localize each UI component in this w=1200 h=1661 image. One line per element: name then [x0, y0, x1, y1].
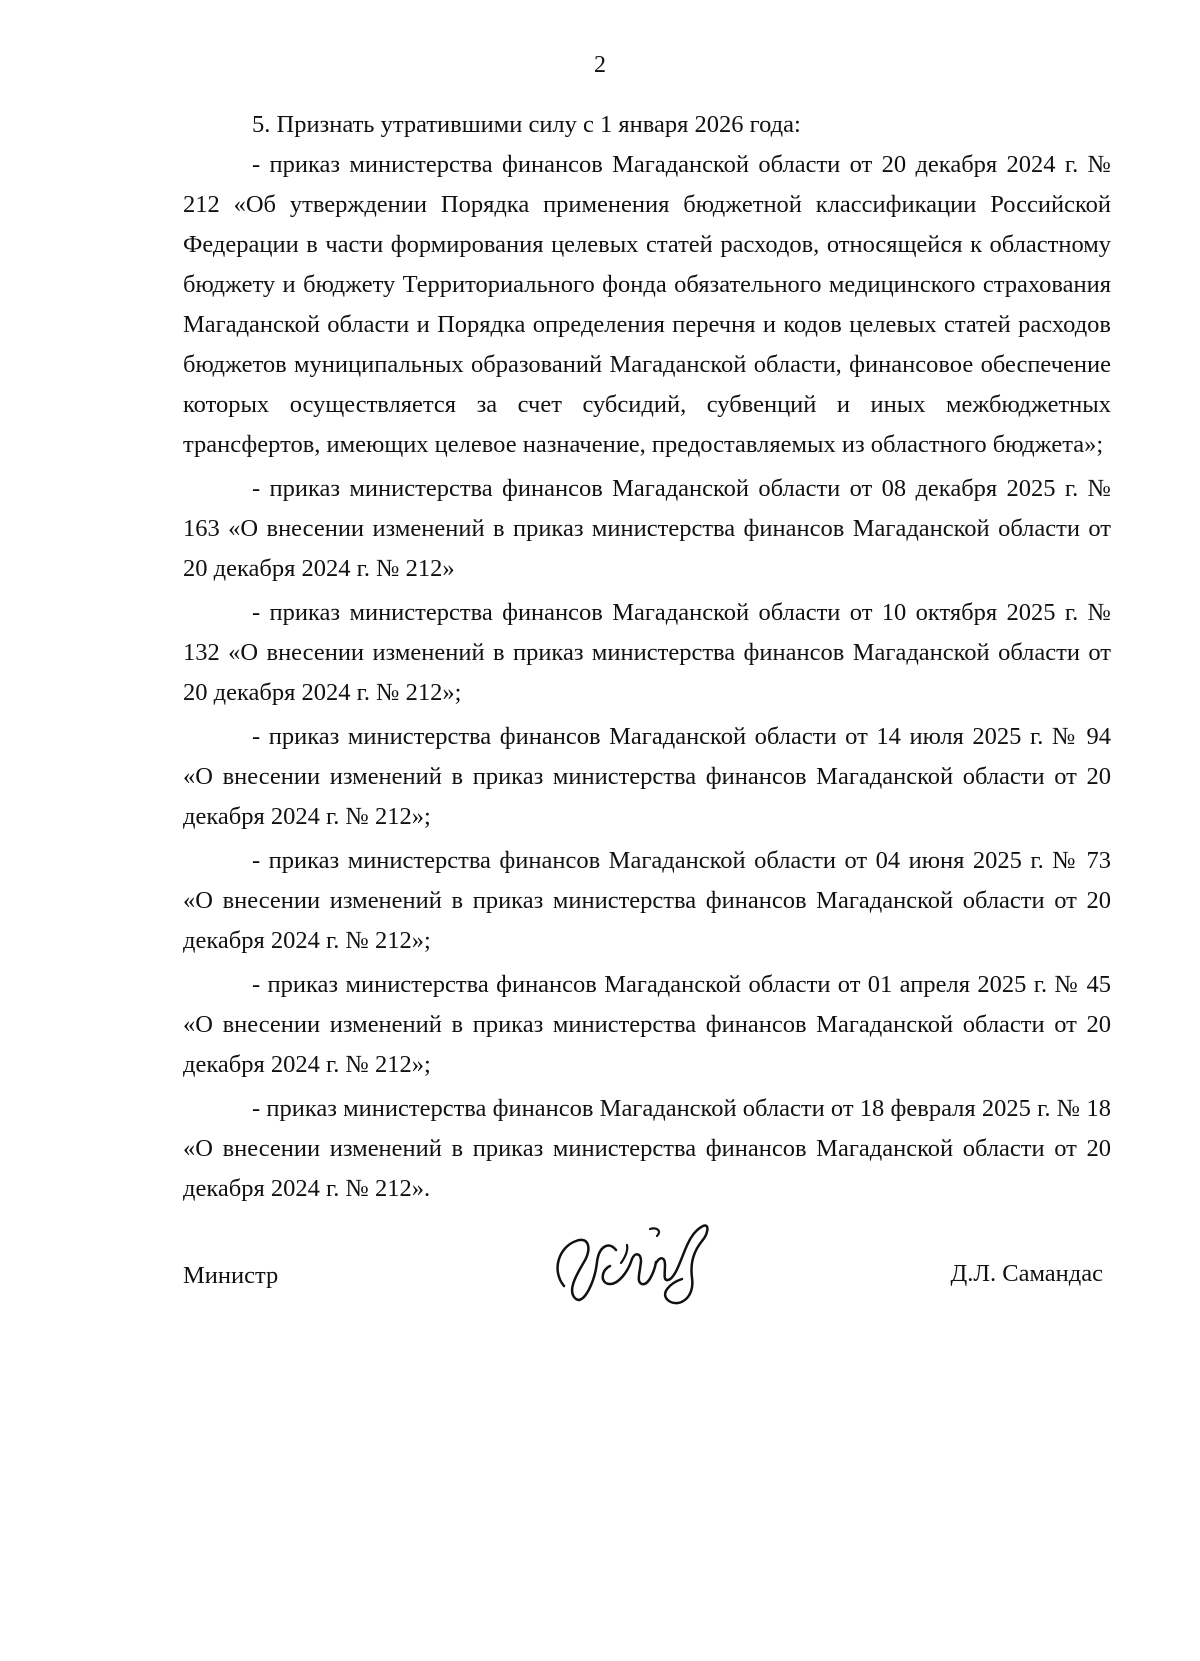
document-body	[183, 105, 1111, 1213]
clause-intro: 5. Признать утратившими силу с 1 января 2026 года:	[252, 111, 801, 138]
repealed-order-item: - приказ министерства финансов Магаданской области от 10 октября 2025 г. № 132 «О внесении изменений в приказ министерства финансов Магаданской области от 20 декабря 2024 г. № 212»;	[183, 599, 1111, 706]
page-number: 2	[594, 52, 606, 78]
repealed-order-item: - приказ министерства финансов Магаданской области от 08 декабря 2025 г. № 163 «О внесении изменений в приказ министерства финансов Магаданской области от 20 декабря 2024 г. № 212»	[183, 475, 1111, 582]
signer-title: Министр	[183, 1262, 279, 1289]
repealed-order-item: - приказ министерства финансов Магаданской области от 14 июля 2025 г. № 94 «О внесении изменений в приказ министерства финансов Магаданской области от 20 декабря 2024 г. № 212»;	[183, 723, 1111, 830]
handwritten-signature-icon	[537, 1217, 717, 1322]
repealed-order-item: - приказ министерства финансов Магаданской области от 01 апреля 2025 г. № 45 «О внесении изменений в приказ министерства финансов Магаданской области от 20 декабря 2024 г. № 212»;	[183, 971, 1111, 1078]
signature-block	[183, 1230, 1103, 1340]
repealed-order-item: - приказ министерства финансов Магаданской области от 20 декабря 2024 г. № 212 «Об утверждении Порядка применения бюджетной классификации Российской Федерации в части формирования целевых статей расходов, относящейся к областному бюджету и бюджету Территориального фонда обязательного медицинского страхования Магаданской области и Порядка определения перечня и кодов целевых статей расходов бюджетов муниципальных образований Магаданской области, финансовое обеспечение которых осуществляется за счет субсидий, субвенций и иных межбюджетных трансфертов, имеющих целевое назначение, предоставляемых из областного бюджета»;	[183, 151, 1111, 458]
signer-name: Д.Л. Самандас	[950, 1260, 1103, 1287]
repealed-order-item: - приказ министерства финансов Магаданской области от 04 июня 2025 г. № 73 «О внесении изменений в приказ министерства финансов Магаданской области от 20 декабря 2024 г. № 212»;	[183, 847, 1111, 954]
repealed-order-item: - приказ министерства финансов Магаданской области от 18 февраля 2025 г. № 18 «О внесении изменений в приказ министерства финансов Магаданской области от 20 декабря 2024 г. № 212».	[183, 1095, 1111, 1202]
